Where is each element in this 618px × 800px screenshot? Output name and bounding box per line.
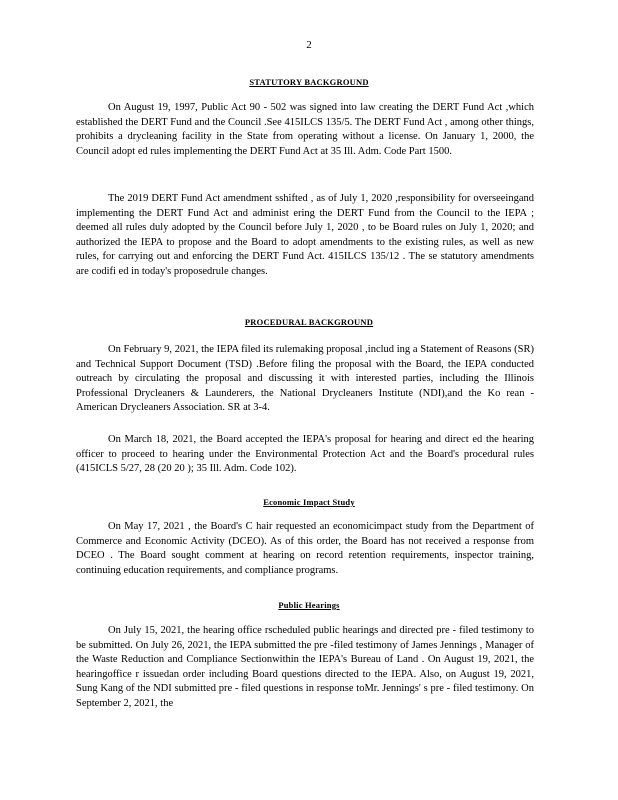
paragraph: On March 18, 2021, the Board accepted the IEPA's proposal for hearing and direct ed the hearing officer to proceed to hearing under the Environmental Protection Act and the Board's procedural rules (415ICLS 5/27, 28 (20 20 ); 35 Ill. Adm. Code 102). — [76, 434, 534, 475]
paragraph: On February 9, 2021, the IEPA filed its rulemaking proposal ,includ ing a Statement of Reasons (SR) and Technical Support Document (TSD) .Before filing the proposal with the Board, the IEPA conducted outreach by circulating the proposal and discussing it with interested parties, including the Illinois Professional Drycleaners & Launderers, the National Drycleaners Institute (NDI),and the Ko rean - American Drycleaners Association. SR at 3-4. — [76, 344, 534, 414]
heading-public-hearings — [0, 598, 618, 613]
paragraph: On May 17, 2021 , the Board's C hair requested an economicimpact study from the Department of Commerce and Economic Activity (DCEO). As of this order, the Board has not received a response from DCEO . The Board sought comment at hearing on record retention requirements, inspector training, continuing education requirements, and compliance programs. — [76, 521, 534, 576]
heading-text: Economic Impact Study — [263, 497, 355, 507]
paragraph: On August 19, 1997, Public Act 90 - 502 was signed into law creating the DERT Fund Act ,which established the DERT Fund and the Council .See 415ILCS 135/5. The DERT Fund Act , among other things, prohibits a drycleaning facility in the State from operating without a license. On January 1, 2000, the Council adopt ed rules implementing the DERT Fund Act at 35 Ill. Adm. Code Part 1500. — [76, 102, 534, 157]
heading-text: STATUTORY BACKGROUND — [249, 77, 369, 87]
heading-economic-impact-study — [0, 495, 618, 510]
page-number: 2 — [306, 39, 312, 51]
heading-procedural-background — [0, 315, 618, 330]
heading-statutory-background — [0, 75, 618, 90]
paragraph: On July 15, 2021, the hearing office rscheduled public hearings and directed pre - filed testimony to be submitted. On July 26, 2021, the IEPA submitted the pre -filed testimony of James Jennings , Manager of the Waste Reduction and Compliance Sectionwithin the IEPA's Bureau of Land . On August 19, 2021, the hearingoffice r issuedan order including Board questions directed to the IEPA. Also, on August 19, 2021, Sung Kang of the NDI submitted pre - filed questions in response toMr. Jennings' s pre - filed testimony. On September 2, 2021, the — [76, 625, 534, 709]
heading-text: PROCEDURAL BACKGROUND — [244, 317, 374, 327]
paragraph: The 2019 DERT Fund Act amendment sshifted , as of July 1, 2020 ,responsibility for overseeingand implementing the DERT Fund Act and administ ering the DERT Fund from the Council to the IEPA ; deemed all rules duly adopted by the Council before July 1, 2020 , to be Board rules on July 1, 2020; and authorized the IEPA to propose and the Board to adopt amendments to the existing rules, as well as new rules, for carrying out and enforcing the DERT Fund Act. 415ILCS 135/12 . The se statutory amendments are codifi ed in today's proposedrule changes. — [76, 193, 534, 277]
heading-text: Public Hearings — [278, 600, 340, 610]
